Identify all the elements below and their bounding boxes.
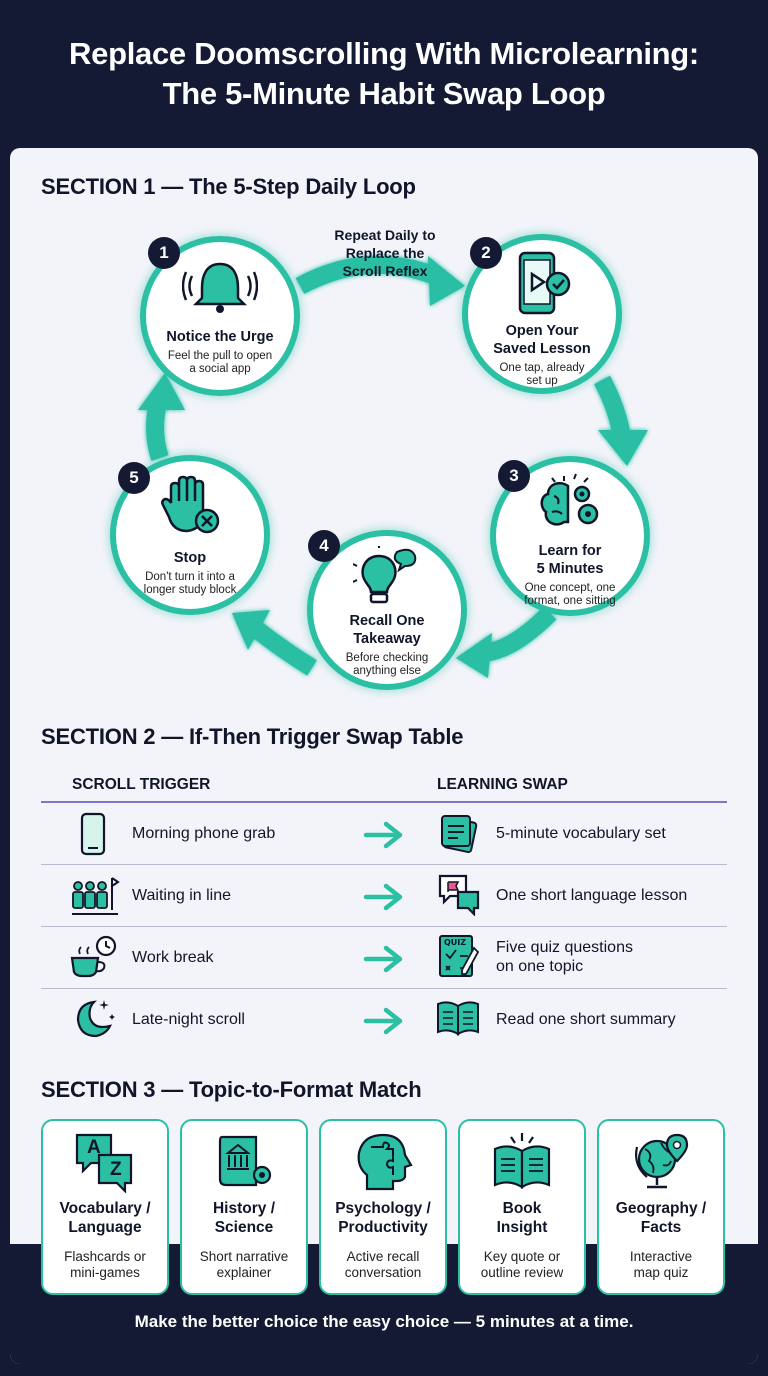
section3-heading: SECTION 3 — Topic-to-Format Match [41,1077,422,1102]
step-3-badge: 3 [498,460,530,492]
swap-text: Read one short summary [496,1011,676,1028]
step-1-desc: Feel the pull to open a social app [167,350,273,375]
open-book-icon [434,998,482,1038]
section1-heading: SECTION 1 — The 5-Step Daily Loop [41,174,416,199]
trigger-text: Late-night scroll [132,1011,245,1028]
repeat-label-line-3: Scroll Reflex [342,263,428,279]
topic-card-vocabulary [41,1119,169,1295]
step-2-badge: 2 [470,237,502,269]
card-desc: Short narrative explainer [199,1249,289,1280]
card-desc: Active recall conversation [344,1249,422,1280]
speech-az-icon [73,1131,137,1193]
card-title: Book Insight [496,1200,548,1236]
arrowhead-3-4 [456,633,492,678]
repeat-label [315,226,455,280]
card-title: Psychology / Productivity [335,1200,431,1236]
card-desc: Key quote or outline review [480,1249,564,1280]
arrow-right-icon [362,944,406,974]
phone-play-icon [510,250,574,316]
card-title: Geography / Facts [615,1200,707,1236]
col-header-trigger: SCROLL TRIGGER [72,776,211,793]
moon-stars-icon [68,994,118,1040]
icon-letter-z: Z [110,1159,122,1180]
swap-text: 5-minute vocabulary set [496,825,666,842]
globe-pin-icon [631,1131,691,1193]
flashcards-icon [436,810,480,854]
section2-heading: SECTION 2 — If-Then Trigger Swap Table [41,724,464,749]
quiz-icon-label: QUIZ [444,938,467,947]
arrow-4-5 [255,628,312,668]
page-title [0,34,768,114]
quiz-sheet-icon [436,934,480,978]
title-line-2: The 5-Minute Habit Swap Loop [162,76,606,111]
book-insight-icon [491,1131,553,1193]
content-panel [10,148,758,1364]
step-3-desc: One concept, one format, one sitting [524,582,616,607]
step-3-title: Learn for 5 Minutes [536,543,604,577]
trigger-text: Morning phone grab [132,825,276,842]
title-line-1: Replace Doomscrolling With Microlearning: [69,36,699,71]
row-separator [41,988,727,989]
hand-stop-icon [157,473,223,539]
bell-icon [182,258,258,316]
row-separator [41,926,727,927]
col-header-swap: LEARNING SWAP [437,776,568,793]
icon-letter-a: A [87,1137,101,1158]
card-title: History / Science [212,1200,275,1236]
swap-text: One short language lesson [496,887,688,904]
topic-card-psychology [319,1119,447,1295]
row-separator [41,864,727,865]
step-5-desc: Don't turn it into a longer study block [143,571,237,596]
arrowhead-2-3 [598,430,648,466]
step-4-title: Recall One Takeaway [349,613,425,647]
chat-bubbles-icon [436,872,482,916]
card-title: Vocabulary / Language [59,1200,151,1236]
topic-card-book [458,1119,586,1295]
step-4-badge: 4 [308,530,340,562]
step-1-badge: 1 [148,237,180,269]
arrow-right-icon [362,820,406,850]
trigger-text: Work break [132,949,214,966]
arrow-2-3 [602,380,622,438]
head-puzzle-icon [353,1131,413,1193]
brain-gears-icon [534,472,606,536]
step-5-title: Stop [173,550,207,566]
swap-text: Five quiz questions on one topic [496,939,633,975]
step-5-badge: 5 [118,462,150,494]
table-header-rule [41,801,727,803]
step-2-title: Open Your Saved Lesson [493,323,591,357]
lightbulb-icon [353,546,421,608]
repeat-label-line-2: Replace the [345,245,425,261]
step-2-desc: One tap, already set up [499,362,585,387]
arrow-right-icon [362,1006,406,1036]
scroll-museum-icon [214,1131,274,1193]
step-4-desc: Before checking anything else [345,652,429,677]
people-queue-icon [70,872,120,918]
card-desc: Interactive map quiz [629,1249,693,1280]
trigger-text: Waiting in line [132,887,232,904]
phone-icon [78,812,108,856]
topic-card-history [180,1119,308,1295]
repeat-label-line-1: Repeat Daily to [334,227,436,243]
coffee-clock-icon [68,934,118,980]
footer-tagline: Make the better choice the easy choice — 5 minutes at a time. [134,1312,634,1331]
card-desc: Flashcards or mini-games [64,1249,146,1280]
step-1-title: Notice the Urge [166,329,274,345]
topic-card-geography [597,1119,725,1295]
arrow-right-icon [362,882,406,912]
